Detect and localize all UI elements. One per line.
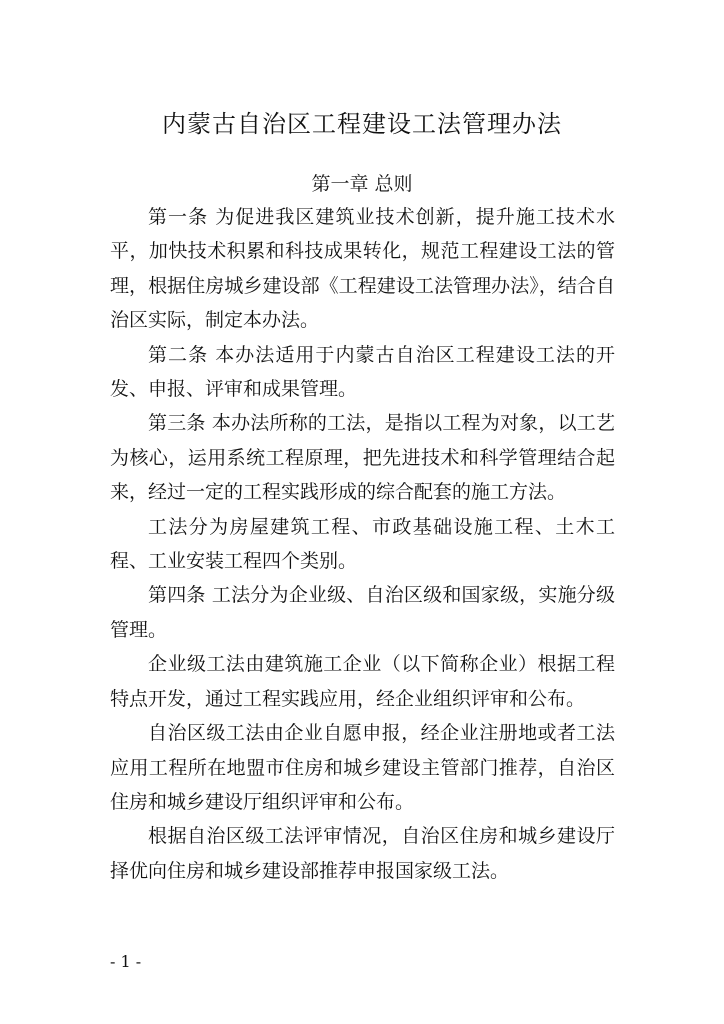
- enterprise-level-paragraph: 企业级工法由建筑施工企业（以下简称企业）根据工程特点开发，通过工程实践应用，经企业组织评审和公布。: [110, 653, 615, 710]
- document-body: [110, 200, 615, 888]
- chapter-heading: 第一章 总则: [311, 173, 413, 195]
- article-4-paragraph: 第四条 工法分为企业级、自治区级和国家级，实施分级管理。: [110, 584, 615, 641]
- page-number: - 1 -: [110, 952, 142, 971]
- document-title: 内蒙古自治区工程建设工法管理办法: [162, 110, 562, 138]
- article-3-paragraph: 第三条 本办法所称的工法，是指以工程为对象，以工艺为核心，运用系统工程原理，把先进技术和科学管理结合起来，经过一定的工程实践形成的综合配套的施工方法。: [110, 412, 615, 504]
- autonomous-region-level-paragraph: 自治区级工法由企业自愿申报，经企业注册地或者工法应用工程所在地盟市住房和城乡建设主管部门推荐，自治区住房和城乡建设厅组织评审和公布。: [110, 722, 615, 813]
- national-level-paragraph: 根据自治区级工法评审情况，自治区住房和城乡建设厅择优向住房和城乡建设部推荐申报国家级工法。: [110, 825, 615, 882]
- method-categories-paragraph: 工法分为房屋建筑工程、市政基础设施工程、土木工程、工业安装工程四个类别。: [110, 515, 615, 573]
- article-2-paragraph: 第二条 本办法适用于内蒙古自治区工程建设工法的开发、申报、评审和成果管理。: [110, 343, 615, 401]
- article-1-paragraph: 第一条 为促进我区建筑业技术创新，提升施工技术水平，加快技术积累和科技成果转化，规范工程建设工法的管理，根据住房城乡建设部《工程建设工法管理办法》，结合自治区实际，制定本办法。: [110, 206, 615, 332]
